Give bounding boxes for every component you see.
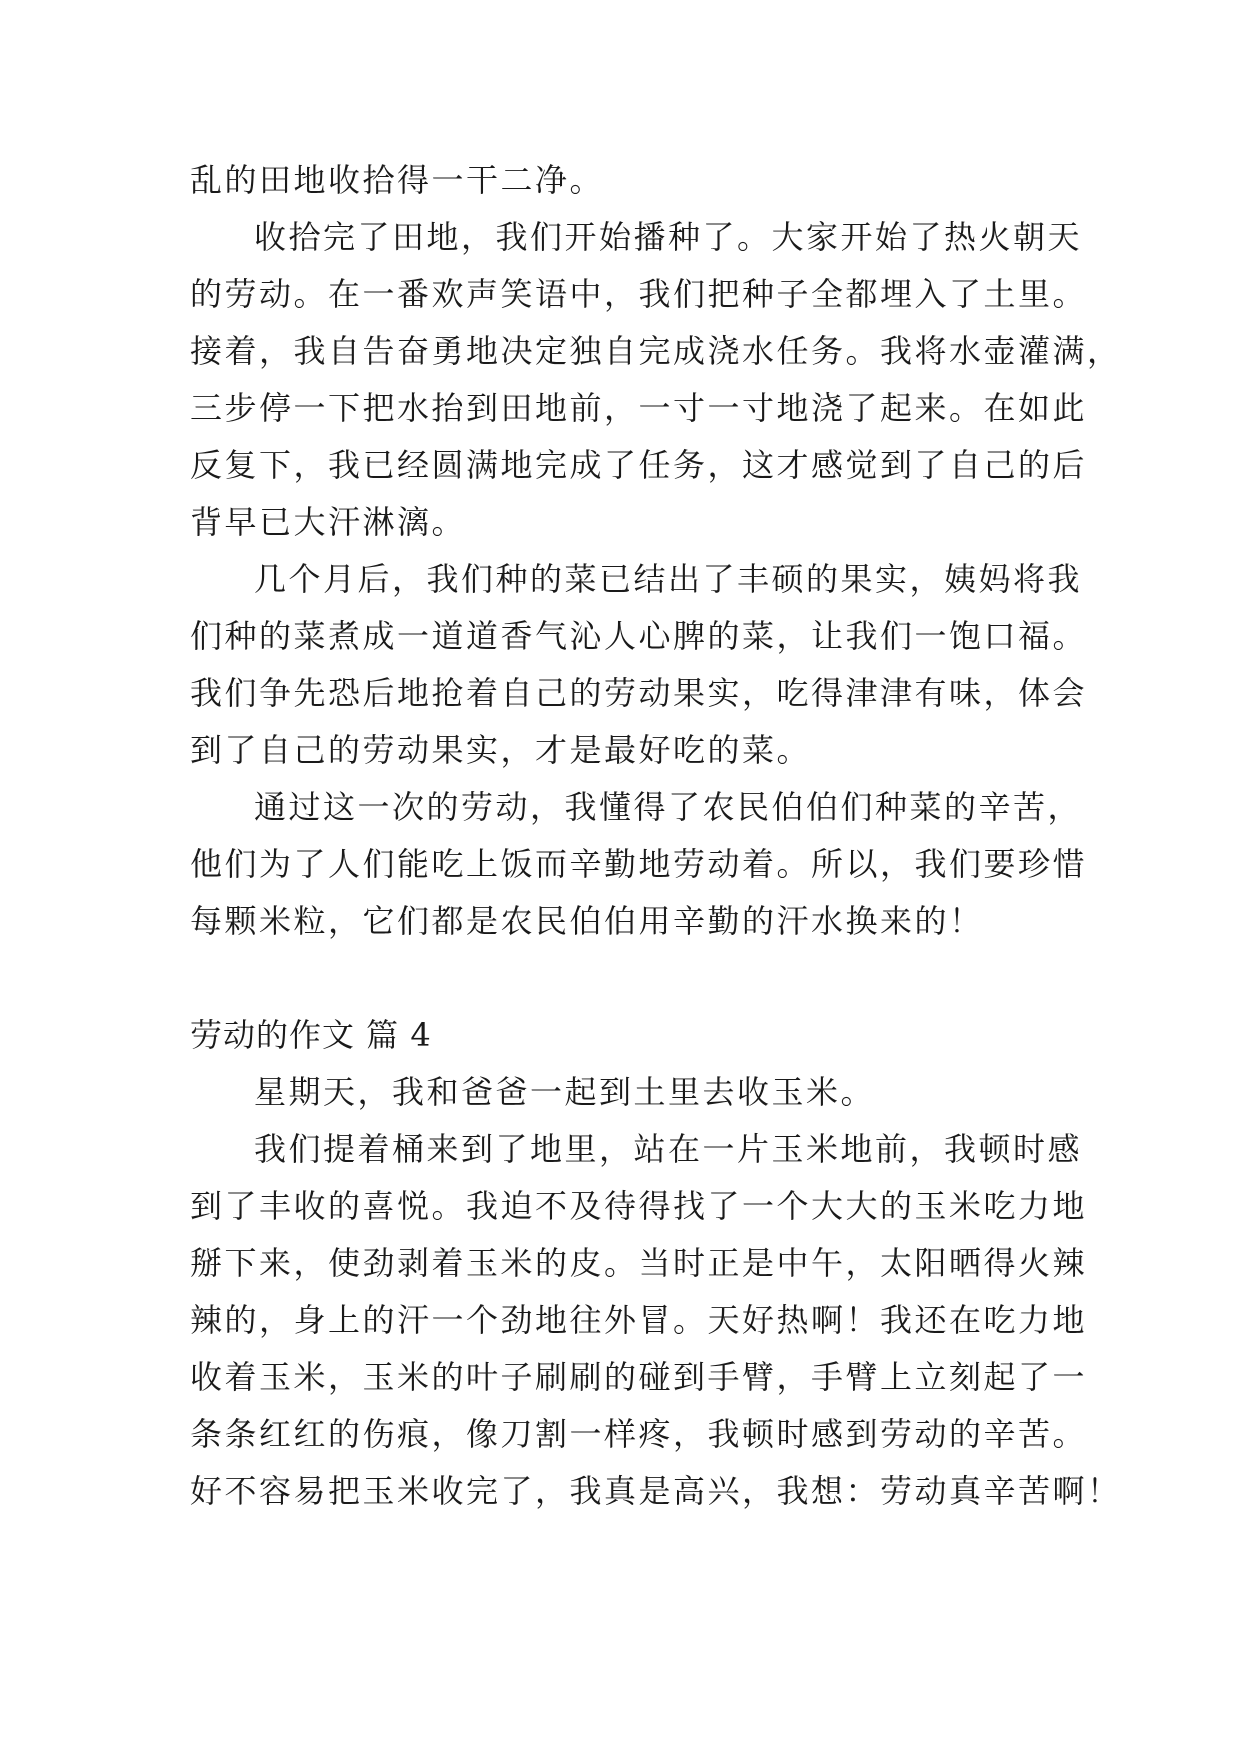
text-line: 三步停一下把水抬到田地前，一寸一寸地浇了起来。在如此 xyxy=(190,389,1088,427)
text-line: 辣的，身上的汗一个劲地往外冒。天好热啊！我还在吃力地 xyxy=(190,1301,1088,1339)
text-line: 掰下来，使劲剥着玉米的皮。当时正是中午，太阳晒得火辣 xyxy=(190,1244,1088,1282)
text-line: 我们争先恐后地抢着自己的劳动果实，吃得津津有味，体会 xyxy=(190,674,1088,712)
text-line: 乱的田地收拾得一干二净。 xyxy=(190,161,605,199)
text-line: 他们为了人们能吃上饭而辛勤地劳动着。所以，我们要珍惜 xyxy=(190,845,1088,883)
text-line: 的劳动。在一番欢声笑语中，我们把种子全都埋入了土里。 xyxy=(190,275,1088,313)
paragraph xyxy=(190,1064,1070,1121)
paragraph xyxy=(190,551,1088,779)
text-line: 条条红红的伤痕，像刀割一样疼，我顿时感到劳动的辛苦。 xyxy=(190,1415,1088,1453)
essay-section-4 xyxy=(190,1007,1122,1520)
text-line: 星期天，我和爸爸一起到土里去收玉米。 xyxy=(254,1073,876,1111)
text-line: 们种的菜煮成一道道香气沁人心脾的菜，让我们一饱口福。 xyxy=(190,617,1088,655)
paragraph xyxy=(190,209,1122,551)
paragraph xyxy=(190,1121,1122,1520)
text-line: 收拾完了田地，我们开始播种了。大家开始了热火朝天 xyxy=(254,218,1083,256)
essay-section-continued xyxy=(190,152,1122,950)
text-line: 到了丰收的喜悦。我迫不及待得找了一个大大的玉米吃力地 xyxy=(190,1187,1088,1225)
text-line: 收着玉米，玉米的叶子刷刷的碰到手臂，手臂上立刻起了一 xyxy=(190,1358,1088,1396)
document-body xyxy=(190,152,1122,1520)
text-line: 反复下，我已经圆满地完成了任务，这才感觉到了自己的后 xyxy=(190,446,1088,484)
text-line: 接着，我自告奋勇地决定独自完成浇水任务。我将水壶灌满， xyxy=(190,332,1122,370)
text-line: 好不容易把玉米收完了，我真是高兴，我想：劳动真辛苦啊！ xyxy=(190,1472,1122,1510)
paragraph xyxy=(190,152,1070,209)
paragraph xyxy=(190,779,1088,950)
text-line: 每颗米粒，它们都是农民伯伯用辛勤的汗水换来的！ xyxy=(190,902,984,940)
section-heading: 劳动的作文 篇 4 xyxy=(190,1016,432,1054)
text-line: 通过这一次的劳动，我懂得了农民伯伯们种菜的辛苦， xyxy=(254,788,1083,826)
text-line: 我们提着桶来到了地里，站在一片玉米地前，我顿时感 xyxy=(254,1130,1083,1168)
text-line: 到了自己的劳动果实，才是最好吃的菜。 xyxy=(190,731,812,769)
text-line: 背早已大汗淋漓。 xyxy=(190,503,467,541)
text-line: 几个月后，我们种的菜已结出了丰硕的果实，姨妈将我 xyxy=(254,560,1083,598)
section-spacer xyxy=(190,950,1070,1007)
